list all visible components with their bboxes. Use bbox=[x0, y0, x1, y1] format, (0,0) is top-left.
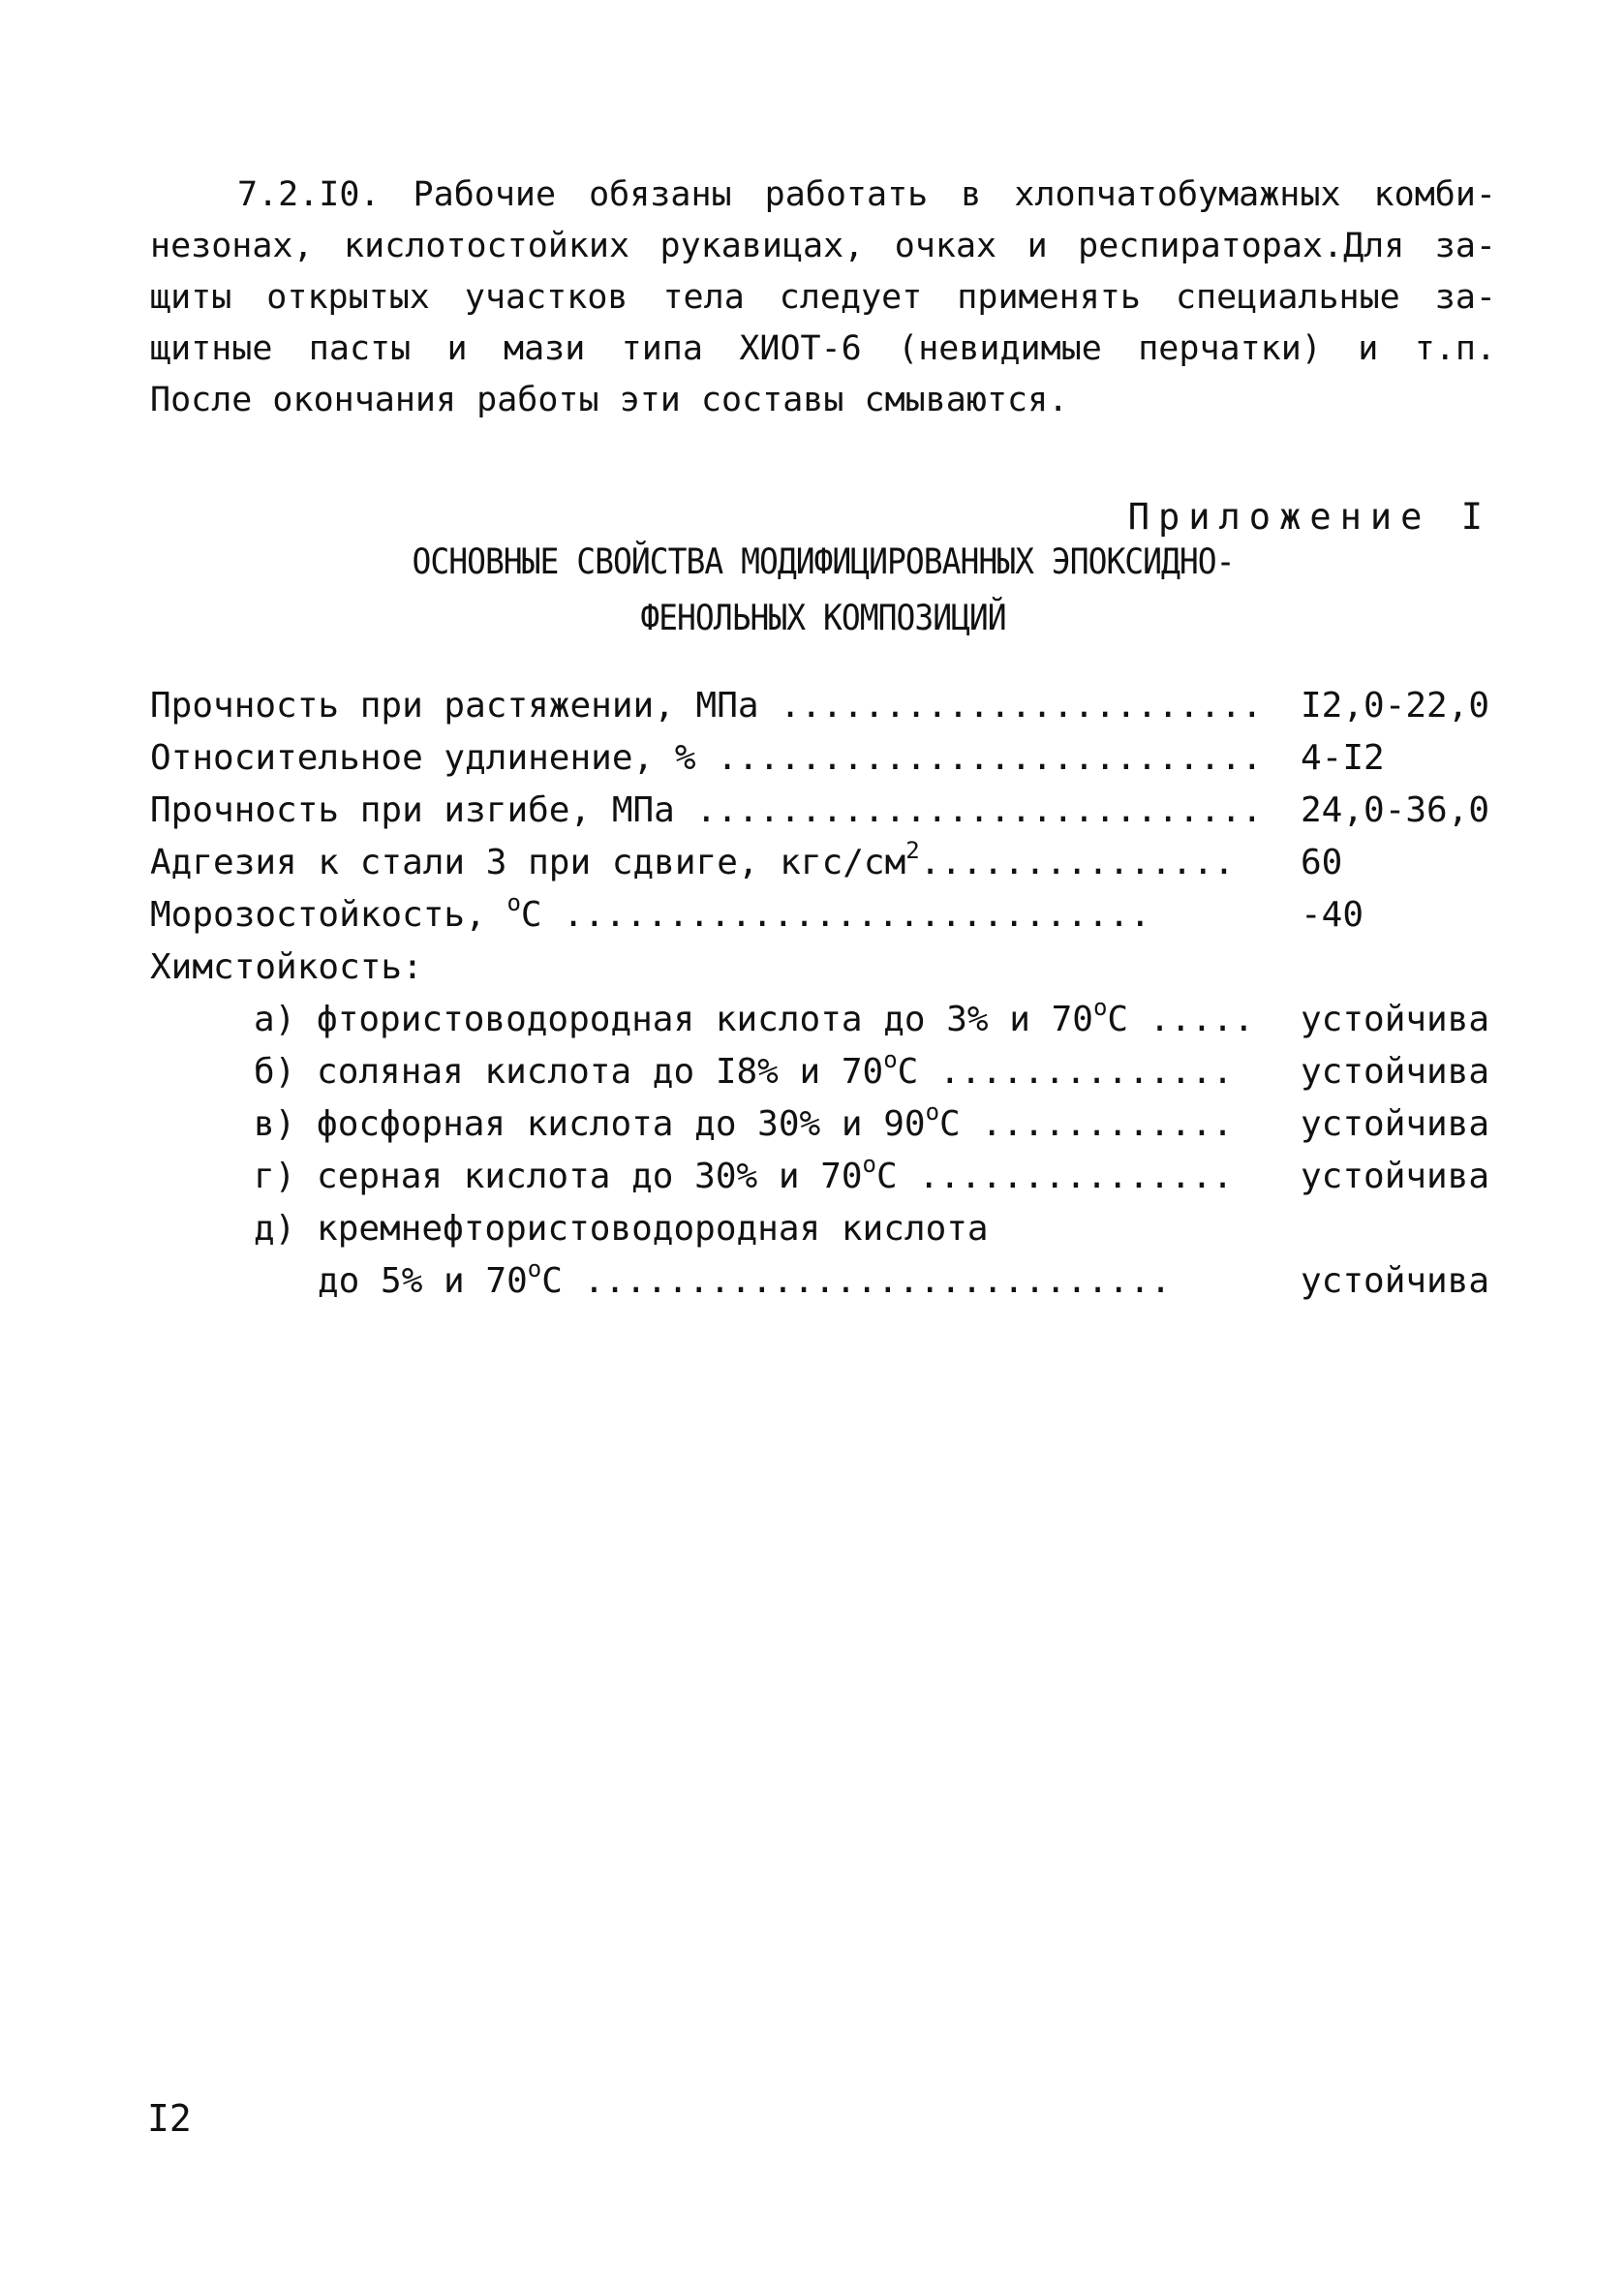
property-value: 60 bbox=[1301, 843, 1343, 882]
property-value: 24,0-36,0 bbox=[1301, 790, 1490, 830]
chem-label: б) соляная кислота до I8% и 70 bbox=[254, 1052, 884, 1092]
leader-dots: ............... bbox=[897, 1157, 1234, 1196]
property-row-bending bbox=[150, 790, 1263, 841]
appendix-title-line1: ОСНОВНЫЕ СВОЙСТВА МОДИФИЦИРОВАННЫХ ЭПОКСИДНО- bbox=[412, 541, 1235, 582]
property-row-chem-header bbox=[150, 947, 423, 998]
paragraph-line: щитные пасты и мази типа ХИОТ-6 (невидимые перчатки) и т.п. bbox=[150, 329, 1496, 368]
chem-label: в) фосфорная кислота до 30% и 90 bbox=[254, 1104, 926, 1144]
leader-dots: ..... bbox=[1128, 1000, 1255, 1039]
leader-dots: .......................... bbox=[695, 738, 1263, 778]
property-value: I2,0-22,0 bbox=[1301, 686, 1490, 726]
property-row-adhesion bbox=[150, 837, 1235, 893]
chem-row-g bbox=[254, 1151, 1234, 1207]
chem-row-b bbox=[254, 1046, 1234, 1102]
chem-label-tail: С bbox=[897, 1052, 919, 1092]
property-value: 4-I2 bbox=[1301, 738, 1385, 778]
property-name: Прочность при растяжении, МПа bbox=[150, 686, 759, 726]
property-name: Морозостойкость, bbox=[150, 895, 507, 935]
paragraph-line: щиты открытых участков тела следует применять специальные за- bbox=[150, 278, 1496, 317]
leader-dots: ............................ bbox=[562, 1261, 1172, 1301]
safety-paragraph bbox=[150, 170, 1496, 426]
paragraph-line: После окончания работы эти составы смываются. bbox=[150, 381, 1069, 419]
leader-dots: ............ bbox=[960, 1104, 1234, 1144]
degree-sign: о bbox=[1092, 994, 1108, 1021]
property-row-frost bbox=[150, 889, 1151, 945]
chem-label: д) кремнефтористоводородная кислота bbox=[254, 1209, 989, 1249]
property-name: Прочность при изгибе, МПа bbox=[150, 790, 675, 830]
chem-label-tail: С bbox=[1107, 1000, 1129, 1039]
leader-dots: ........................... bbox=[674, 790, 1263, 830]
degree-sign: о bbox=[506, 889, 521, 916]
property-row-tensile bbox=[150, 686, 1263, 736]
chem-row-d bbox=[254, 1209, 989, 1259]
chem-label: а) фтористоводородная кислота до 3% и 70 bbox=[254, 1000, 1093, 1039]
degree-sign: о bbox=[862, 1151, 876, 1178]
chem-value: устойчива bbox=[1301, 1261, 1490, 1301]
leader-dots: .............. bbox=[918, 1052, 1234, 1092]
chem-value: устойчива bbox=[1301, 1000, 1490, 1039]
property-value: -40 bbox=[1301, 895, 1364, 935]
leader-dots: ............... bbox=[919, 843, 1235, 882]
degree-sign: о bbox=[527, 1255, 542, 1283]
chem-label-tail: С bbox=[541, 1261, 563, 1301]
chem-row-a bbox=[254, 994, 1255, 1050]
chem-value: устойчива bbox=[1301, 1052, 1490, 1092]
property-name: Химстойкость: bbox=[150, 947, 423, 987]
superscript: 2 bbox=[905, 837, 920, 864]
appendix-title-line2: ФЕНОЛЬНЫХ КОМПОЗИЦИЙ bbox=[640, 597, 1006, 638]
chem-row-v bbox=[254, 1098, 1234, 1155]
appendix-label: Приложение I bbox=[1127, 496, 1491, 538]
chem-label-tail: С bbox=[876, 1157, 898, 1196]
leader-dots: ....................... bbox=[758, 686, 1263, 726]
degree-sign: о bbox=[883, 1046, 898, 1073]
property-name-tail: С bbox=[520, 895, 542, 935]
leader-dots: ............................ bbox=[541, 895, 1151, 935]
chem-label-tail: С bbox=[939, 1104, 961, 1144]
paragraph-line: 7.2.I0. Рабочие обязаны работать в хлопчатобумажных комби- bbox=[237, 175, 1496, 214]
property-row-elongation bbox=[150, 738, 1263, 788]
chem-label: до 5% и 70 bbox=[318, 1261, 528, 1301]
property-name: Адгезия к стали 3 при сдвиге, кгс/см bbox=[150, 843, 906, 882]
chem-label: г) серная кислота до 30% и 70 bbox=[254, 1157, 863, 1196]
property-name: Относительное удлинение, % bbox=[150, 738, 696, 778]
paragraph-line: незонах, кислотостойких рукавицах, очках и респираторах.Для за- bbox=[150, 227, 1496, 265]
chem-value: устойчива bbox=[1301, 1104, 1490, 1144]
degree-sign: о bbox=[925, 1098, 940, 1126]
chem-value: устойчива bbox=[1301, 1157, 1490, 1196]
page-number: I2 bbox=[147, 2097, 192, 2140]
chem-row-d-cont bbox=[318, 1255, 1172, 1312]
